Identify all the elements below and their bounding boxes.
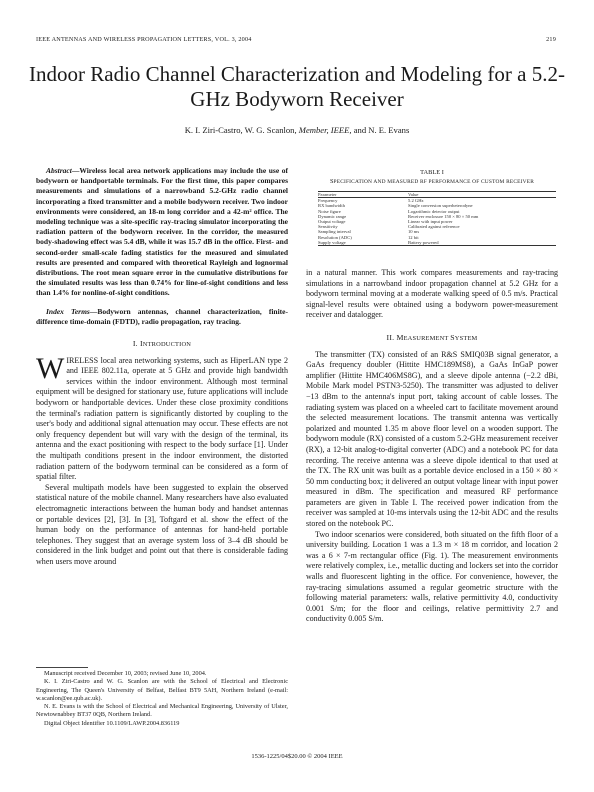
intro-paragraph-continued: in a natural manner. This work compares measurements and ray-tracing simulations in a narrowband indoor propagation channel at 5.2 GHz for a bodyworn terminal moving at a moderate walking speed of 0.5 m/s. Practical signal-level results were obtained using a bodyworn power-measurement receiver and datalogger.: [306, 268, 558, 320]
section2-numeral: II.: [386, 332, 395, 342]
right-column: [306, 268, 558, 625]
table-cell-value: 12 bit: [408, 234, 419, 240]
intro-paragraph-1: [36, 351, 288, 483]
table-title-rest: PECIFICATION AND MEASURED RF PERFORMANCE OF CUSTOM RECEIVER: [333, 179, 535, 185]
table-cell-parameter: Output voltage: [318, 219, 346, 225]
section-heading-introduction: [36, 339, 288, 351]
abstract-text: —Wireless local area network applications may include the use of bodyworn or handportable terminals. For the first time, this paper compares measurements and simulations of a narrowband 5.2-GHz radio channel incorporating a fixed transmitter and a mobile bodyworn receiver. Two indoor environments were considered, an 18-m long corridor and a 42-m² office. The modeling technique was a site-specific ray-tracing simulator incorporating the radiation pattern of the bodyworn receiver. In the corridor, the measured body-shadowing effect was 5.4 dB, while it was 15.7 dB in the office. First- and second-order small-scale fading statistics for the measured and simulated results are presented and compared with theoretical Rayleigh and lognormal distributions. The root mean square error in the cumulative distributions for the simulated results was less than 0.74% for line-of-sight conditions and less than 1.4% for nonline-of-sight conditions.: [36, 166, 288, 298]
author-names: K. I. Ziri-Castro, W. G. Scanlon,: [184, 125, 297, 135]
paper-title: Indoor Radio Channel Characterization and Modeling for a 5.2-GHz Bodyworn Receiver: [29, 62, 565, 111]
section2-title-rest: YSTEM: [454, 334, 478, 342]
table-cell-parameter: Noise figure: [318, 208, 341, 214]
footnote-affiliation-1: K. I. Ziri-Castro and W. G. Scanlon are with the School of Electrical and Electronic Engineering, The Queen's University of Belfast, Belfast BT9 5AH, Northern Ireland (e-mail: w.scanlon@ee.qub.ac.uk).: [36, 678, 288, 702]
section2-title-second: S: [450, 332, 455, 342]
table-title: [306, 177, 558, 187]
index-terms: [36, 307, 288, 327]
running-head: [36, 36, 556, 43]
table-label: TABLE I: [420, 169, 444, 176]
table-cell-value: Value: [408, 192, 419, 197]
table-cell-parameter: Sampling interval: [318, 229, 351, 235]
section1-numeral: I.: [132, 339, 138, 349]
table-cell-value: Calibrated against reference: [408, 224, 460, 230]
footnote-received: Manuscript received December 10, 2003; revised June 10, 2004.: [44, 670, 207, 677]
page-number: 219: [546, 36, 556, 43]
table-cell-parameter: RX bandwidth: [318, 203, 345, 209]
author-last: and N. E. Evans: [353, 125, 410, 135]
table-cell-parameter: Supply voltage: [318, 239, 346, 245]
table-cell-parameter: Frequency: [318, 198, 338, 204]
drop-cap: W: [36, 351, 65, 385]
table-cell-parameter: Dynamic range: [318, 213, 347, 219]
table-caption: [306, 168, 558, 187]
measurement-paragraph-1: The transmitter (TX) consisted of an R&S SMIQ03B signal generator, a GaAs frequency doubler (Hittite HMC189MS8), a GaAs InGaP power amplifier (Hittite HMC406MS8G), and a sleeve dipole antenna (−2.2 dBi, Mobile Mark model PSTN3-5250). The transmitter was adjusted to deliver −13 dBm to the antenna's input port, taking account of cable losses. The radiating system was placed on a wheeled cart to facilitate movement around the selected measurement locations. The transmit antenna was vertically polarized and mounted 1.35 m above floor level on a wooden support. The bodyworn module (RX) consisted of a custom 5.2-GHz measurement receiver (RX), a 12-bit analog-to-digital converter (ADC) and a notebook PC for data recording. The receive antenna was a sleeve dipole identical to that used at the TX. The RX unit was built as a portable device enclosed in a 150 × 80 × 50 mm conducting box; it delivered an output voltage linear with input power measured in dBm. The specification and measured RF performance parameters are given in Table I. The received power indication from the receiver was sampled at 10-ms intervals using the 12-bit ADC and the results stored on the notebook PC.: [306, 349, 558, 529]
running-head-journal: IEEE ANTENNAS AND WIRELESS PROPAGATION LETTERS, VOL. 3, 2004: [36, 36, 252, 43]
copyright-line: 1536-1225/04$20.00 © 2004 IEEE: [251, 753, 343, 760]
table-cell-value: Receiver enclosure 150 × 80 × 50 mm: [408, 213, 479, 219]
footnote-affiliation-2: N. E. Evans is with the School of Electrical and Mechanical Engineering, University of Ulster, Newtownabbey BT37 0QB, Northern Ireland.: [36, 703, 288, 719]
footnotes: [36, 670, 288, 728]
intro-paragraph-2: Several multipath models have been suggested to explain the observed statistical nature of the mobile channel. Many researchers have also evaluated electromagnetic interactions between the human body and handset antennas or portable devices [2], [3]. In [3], Toftgard et al. show the effect of the human body on the performance of antennas for hand-held portable telephones. They suggest that an average system loss of 3–4 dB should be considered in the link budget and point out that there is considerable fading when users move around: [36, 482, 288, 566]
section2-title-first: M: [396, 332, 404, 342]
index-terms-text: —Bodyworn antennas, channel characterization, finite-difference time-domain (FDTD), radio propagation, ray tracing.: [36, 306, 289, 326]
section1-title-rest: NTRODUCTION: [142, 341, 192, 349]
measurement-paragraph-2: Two indoor scenarios were considered, both situated on the fifth floor of a university building. Location 1 was a 1.3 m × 18 m corridor, and location 2 was a 6 × 7-m rectangular office (Fig. 1). The measurement environments were relatively complex, i.e., metallic ducting and lockers set into the corridor walls and fluorescent lighting in the office. For convenience, however, the ray-tracing simulations assumed a regular geometric structure with the following material parameters: walls, relative permittivity 4.0, conductivity 0.001 S/m; for the floor and ceilings, relative permittivity 2.7 and conductivity 0.005 S/m.: [306, 529, 558, 624]
table-cell-value: Single conversion superheterodyne: [408, 203, 473, 209]
table-cell-value: Logarithmic detector output: [408, 208, 460, 214]
table-cell-value: Linear with input power: [408, 219, 453, 225]
abstract: [36, 166, 288, 299]
author-line: [0, 125, 594, 135]
table-cell-parameter: Sensitivity: [318, 224, 338, 230]
table-title-first: S: [329, 178, 334, 185]
table-cell-value: Battery powered: [408, 239, 439, 245]
index-terms-label: Index Terms: [46, 306, 90, 316]
footnote-doi: Digital Object Identifier 10.1109/LAWP.2004.836119: [44, 719, 180, 727]
table-cell-parameter: Parameter: [318, 192, 337, 197]
spec-table: [318, 191, 556, 246]
section1-title-first: I: [139, 339, 143, 349]
table-row: [318, 240, 556, 245]
table-cell-value: 5.2 GHz: [408, 198, 424, 204]
table-cell-value: 10 ms: [408, 229, 420, 235]
abstract-label: Abstract: [46, 166, 72, 175]
table-cell-parameter: Resolution (ADC): [318, 234, 352, 240]
intro-p1-text: IRELESS local area networking systems, such as HiperLAN type 2 and IEEE 802.11a, operate at 5 GHz and provide high bandwidth services within the indoor environment. Although most terminal equipment will be designed for stationary use, future applications will include bodyworn or handportable devices. Under these close proximity conditions the terminal's radiation pattern is significantly distorted by coupling to the user's body and additional signal attenuation may occur. These effects are not only frequency dependent but will vary with the design of the terminal, its antenna and the exact positioning with respect to the body surface [1]. Under the multipath conditions present in the indoor environment, the distorted radiation pattern of the bodyworn terminal can be considered as a form of spatial filter.: [36, 355, 288, 482]
footnote-rule: [36, 667, 88, 668]
section-heading-measurement-system: [306, 333, 558, 345]
left-column: [36, 166, 288, 568]
author-membership: Member, IEEE,: [298, 125, 352, 135]
section2-title-mid: EASUREMENT: [403, 334, 451, 342]
